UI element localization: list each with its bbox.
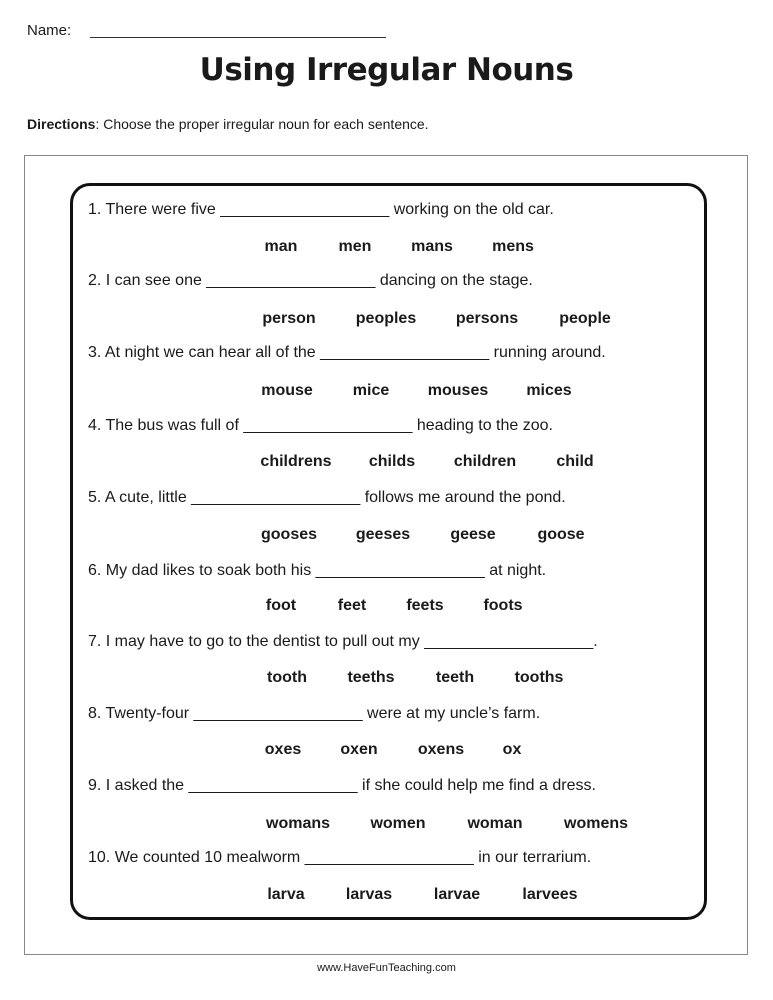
question-text: 9. I asked the ___________________ if she could help me find a dress. <box>88 777 596 794</box>
answer-option[interactable]: mices <box>526 382 572 399</box>
answer-option[interactable]: mens <box>492 238 534 255</box>
answer-option[interactable]: persons <box>455 310 519 327</box>
question-panel <box>70 183 707 920</box>
answer-option[interactable]: feet <box>337 597 367 614</box>
answer-option[interactable]: womans <box>265 815 331 832</box>
answer-option[interactable]: larvas <box>345 886 393 903</box>
answer-option[interactable]: childrens <box>260 453 332 470</box>
answer-option[interactable]: children <box>453 453 517 470</box>
question-text: 2. I can see one ___________________ dancing on the stage. <box>88 272 533 289</box>
answer-option[interactable]: geeses <box>355 526 411 543</box>
question-text: 7. I may have to go to the dentist to pull out my ___________________. <box>88 633 598 650</box>
answer-option[interactable]: foots <box>483 597 523 614</box>
question-text: 6. My dad likes to soak both his ___________________ at night. <box>88 562 547 579</box>
answer-option[interactable]: mouses <box>427 382 489 399</box>
name-line[interactable] <box>90 37 386 38</box>
question-text: 8. Twenty-four ___________________ were at my uncle’s farm. <box>88 705 541 722</box>
question-text: 10. We counted 10 mealworm ___________________ in our terrarium. <box>88 849 592 866</box>
answer-option[interactable]: oxes <box>264 741 302 758</box>
answer-option[interactable]: woman <box>467 815 523 832</box>
question-text: 1. There were five ___________________ working on the old car. <box>88 201 554 218</box>
answer-option[interactable]: feets <box>406 597 444 614</box>
question-text: 4. The bus was full of ___________________ heading to the zoo. <box>88 417 553 434</box>
question-text: 5. A cute, little ___________________ follows me around the pond. <box>88 489 566 506</box>
directions <box>27 116 429 132</box>
answer-option[interactable]: geese <box>450 526 496 543</box>
answer-option[interactable]: tooths <box>514 669 564 686</box>
answer-option[interactable]: ox <box>502 741 522 758</box>
answer-option[interactable]: child <box>556 453 594 470</box>
answer-option[interactable]: men <box>338 238 372 255</box>
answer-option[interactable]: man <box>264 238 298 255</box>
answer-option[interactable]: goose <box>537 526 585 543</box>
answer-option[interactable]: mans <box>411 238 453 255</box>
page-title: Using Irregular Nouns <box>199 52 574 88</box>
answer-option[interactable]: oxens <box>417 741 465 758</box>
answer-option[interactable]: people <box>559 310 611 327</box>
answer-option[interactable]: foot <box>265 597 297 614</box>
answer-option[interactable]: larvees <box>522 886 578 903</box>
answer-option[interactable]: mouse <box>261 382 313 399</box>
footer-url: www.HaveFunTeaching.com <box>317 962 456 974</box>
answer-option[interactable]: teeth <box>435 669 475 686</box>
directions-label: Directions <box>27 116 96 132</box>
answer-option[interactable]: larvae <box>433 886 481 903</box>
name-label: Name: <box>27 22 72 39</box>
answer-option[interactable]: womens <box>563 815 629 832</box>
answer-option[interactable]: mice <box>352 382 390 399</box>
answer-option[interactable]: women <box>370 815 426 832</box>
answer-option[interactable]: tooth <box>267 669 307 686</box>
answer-option[interactable]: teeths <box>347 669 395 686</box>
answer-option[interactable]: childs <box>368 453 416 470</box>
answer-option[interactable]: gooses <box>260 526 318 543</box>
answer-option[interactable]: larva <box>267 886 305 903</box>
answer-option[interactable]: oxen <box>340 741 378 758</box>
directions-text: : Choose the proper irregular noun for each sentence. <box>95 116 429 132</box>
answer-option[interactable]: peoples <box>355 310 417 327</box>
question-text: 3. At night we can hear all of the ___________________ running around. <box>88 344 606 361</box>
answer-option[interactable]: person <box>262 310 316 327</box>
